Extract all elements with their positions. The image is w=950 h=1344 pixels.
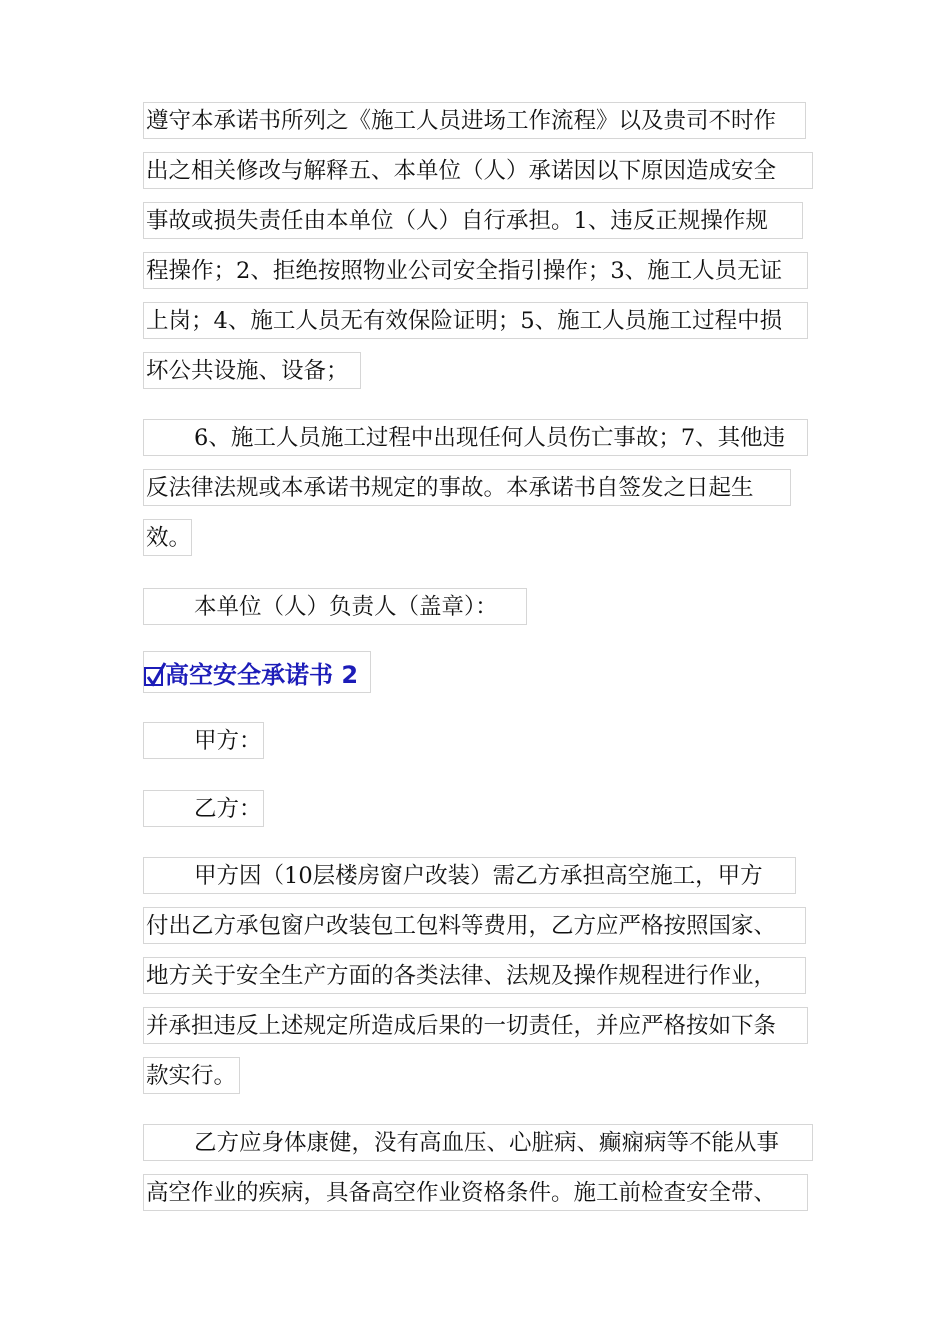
text-line: 乙方应身体康健，没有高血压、心脏病、癫痫病等不能从事 — [143, 1124, 813, 1161]
text-line: 地方关于安全生产方面的各类法律、法规及操作规程进行作业， — [143, 957, 806, 994]
checkbox-checked-icon — [144, 667, 163, 686]
text-line: 甲方因（10层楼房窗户改装）需乙方承担高空施工，甲方 — [143, 857, 796, 894]
text-line: 出之相关修改与解释五、本单位（人）承诺因以下原因造成安全 — [143, 152, 813, 189]
text-line: 上岗；4、施工人员无有效保险证明；5、施工人员施工过程中损 — [143, 302, 808, 339]
text-line: 高空作业的疾病，具备高空作业资格条件。施工前检查安全带、 — [143, 1174, 808, 1211]
party-a-label: 甲方： — [143, 722, 264, 759]
section-heading-title: 高空安全承诺书 2 — [165, 660, 359, 689]
text-line: 事故或损失责任由本单位（人）自行承担。1、违反正规操作规 — [143, 202, 803, 239]
text-line: 并承担违反上述规定所造成后果的一切责任，并应严格按如下条 — [143, 1007, 808, 1044]
party-b-label: 乙方： — [143, 790, 264, 827]
text-line: 付出乙方承包窗户改装包工包料等费用，乙方应严格按照国家、 — [143, 907, 806, 944]
text-line: 程操作；2、拒绝按照物业公司安全指引操作；3、施工人员无证 — [143, 252, 808, 289]
text-line: 反法律法规或本承诺书规定的事故。本承诺书自签发之日起生 — [143, 469, 791, 506]
text-line: 款实行。 — [143, 1057, 240, 1094]
section-heading — [143, 651, 371, 693]
text-line: 坏公共设施、设备； — [143, 352, 361, 389]
text-line: 6、施工人员施工过程中出现任何人员伤亡事故；7、其他违 — [143, 419, 808, 456]
signature-line: 本单位（人）负责人（盖章）： — [143, 588, 527, 625]
text-line: 遵守本承诺书所列之《施工人员进场工作流程》以及贵司不时作 — [143, 102, 806, 139]
text-line: 效。 — [143, 519, 192, 556]
